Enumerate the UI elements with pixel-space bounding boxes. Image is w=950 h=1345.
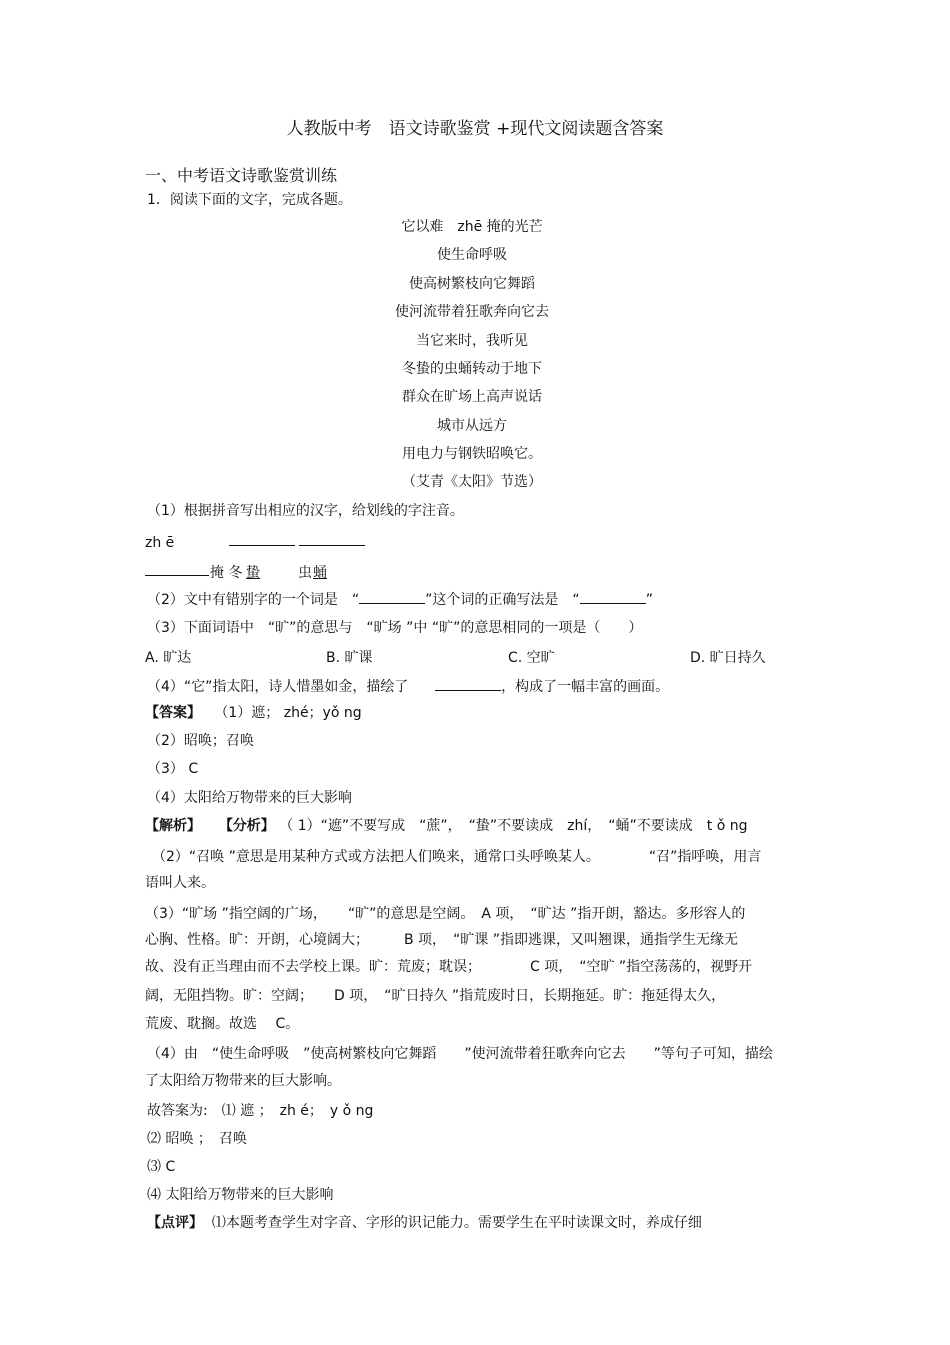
poem-line: 使生命呼吸 xyxy=(437,247,507,263)
question-intro: 1．阅读下面的文字，完成各题。 xyxy=(147,192,352,208)
poem-line: 群众在旷场上高声说话 xyxy=(402,389,542,405)
option-b[interactable]: B. 旷课 xyxy=(326,650,373,666)
analysis-text: 语叫人来。 xyxy=(145,875,215,891)
analysis-text: （2）“召唤 ”意思是用某种方式或方法把人们唤来，通常口头呼唤某人。 “召”指呼唤，用言 xyxy=(145,849,762,865)
final-answer: 故答案为: ⑴ 遮 ； zh é； y ǒ ng xyxy=(147,1103,374,1119)
analysis-text: 了太阳给万物带来的巨大影响。 xyxy=(145,1073,341,1089)
poem-line: 用电力与钢铁昭唤它。 xyxy=(402,446,542,462)
final-answer: ⑵ 昭唤 ； 召唤 xyxy=(147,1131,247,1147)
option-c[interactable]: C. 空旷 xyxy=(508,650,555,666)
analysis-sub-label: 【分析】 xyxy=(218,818,275,834)
comment-text: ⑴本题考查学生对字音、字形的识记能力。需要学生在平时读课文时，养成仔细 xyxy=(211,1215,702,1231)
subquestion-4 xyxy=(147,676,669,697)
poem-line: 冬蛰的虫蛹转动于地下 xyxy=(402,361,542,377)
analysis-label: 【解析】 xyxy=(145,818,201,834)
pinyin-blank[interactable] xyxy=(310,564,332,578)
option-d[interactable]: D. 旷日持久 xyxy=(690,650,766,666)
answer-row xyxy=(145,703,362,723)
subquestion-2 xyxy=(147,589,653,610)
answer-blank[interactable] xyxy=(145,561,209,576)
subquestion-1: （1）根据拼音写出相应的汉字，给划线的字注音。 xyxy=(147,503,464,519)
option-a[interactable]: A. 旷达 xyxy=(145,650,192,666)
character: 虫 xyxy=(298,565,312,581)
answer-label: 【答案】 xyxy=(145,705,201,721)
section-heading: 一、中考语文诗歌鉴赏训练 xyxy=(145,166,338,185)
comment-label: 【点评】 xyxy=(147,1215,203,1231)
poem-line: 使高树繁枝向它舞蹈 xyxy=(409,276,535,292)
line-text: 掩 冬 xyxy=(210,565,243,581)
underlined-character: 蛰 xyxy=(246,565,260,581)
answer-blank[interactable] xyxy=(229,531,295,546)
analysis-text: 阔，无阻挡物。旷：空阔； D 项， “旷日持久 ”指荒废时日，长期拖延。旷：拖延得太久， xyxy=(145,988,726,1004)
subquestion-4-text: （4）“它”指太阳，诗人惜墨如金，描绘了 xyxy=(147,679,409,695)
analysis-text: 心胸、性格。旷：开朗，心境阔大； B 项， “旷课 ”指即逃课，又叫翘课，通指学生无缘无 xyxy=(145,932,739,948)
poem-source: （艾青《太阳》节选） xyxy=(402,474,542,490)
subquestion-4-text: ，构成了一幅丰富的画面。 xyxy=(501,679,670,695)
poem-line: 使河流带着狂歌奔向它去 xyxy=(395,304,549,320)
analysis-text: 荒废、耽搁。故选 C。 xyxy=(145,1016,300,1032)
answer-blank[interactable] xyxy=(299,531,365,546)
subquestion-2-text: ” xyxy=(645,592,653,608)
answer-text: （3） C xyxy=(147,761,199,777)
answer-blank[interactable] xyxy=(359,589,425,604)
pinyin-prompt: zh ē xyxy=(145,535,175,551)
answer-blank[interactable] xyxy=(580,589,646,604)
subquestion-2-text: （2）文中有错别字的一个词是 “ xyxy=(147,592,360,608)
answer-text: （1）遮； zhé；yǒ ng xyxy=(214,705,362,721)
analysis-text: （ 1）“遮”不要写成 “蔗”， “蛰”不要读成 zhí， “蛹”不要读成 t ǒ ng xyxy=(279,818,748,834)
subquestion-2-text: ”这个词的正确写法是 “ xyxy=(425,592,580,608)
answer-text: （2）昭唤；召唤 xyxy=(147,733,254,749)
analysis-text: （3）“旷场 ”指空阔的广场， “旷”的意思是空阔。 A 项， “旷达 ”指开朗，豁达。多形容人的 xyxy=(145,906,746,922)
poem-line: 当它来时，我听见 xyxy=(416,333,528,349)
analysis-text: （4）由 “使生命呼吸 ”使高树繁枝向它舞蹈 ”使河流带着狂歌奔向它去 ”等句子可知，描绘 xyxy=(147,1046,773,1062)
document-title: 人教版中考 语文诗歌鉴赏 +现代文阅读题含答案 xyxy=(286,119,664,139)
answer-blank[interactable] xyxy=(435,676,501,691)
underlined-character: 蛹 xyxy=(313,565,327,581)
analysis-row xyxy=(145,816,747,836)
comment-row xyxy=(147,1213,702,1233)
poem-line: 城市从远方 xyxy=(437,418,507,434)
analysis-text: 故、没有正当理由而不去学校上课。旷：荒废；耽误； C 项， “空旷 ”指空荡荡的，视野开 xyxy=(145,959,753,975)
final-answer: ⑷ 太阳给万物带来的巨大影响 xyxy=(147,1187,334,1203)
pinyin-blank[interactable] xyxy=(242,564,264,578)
poem-line: 它以难 zhē 掩的光芒 xyxy=(401,219,543,235)
subquestion-3: （3）下面词语中 “旷”的意思与 “旷场 ”中 “旷”的意思相同的一项是（ ） xyxy=(147,620,643,636)
answer-text: （4）太阳给万物带来的巨大影响 xyxy=(147,790,352,806)
final-answer: ⑶ C xyxy=(147,1159,176,1175)
